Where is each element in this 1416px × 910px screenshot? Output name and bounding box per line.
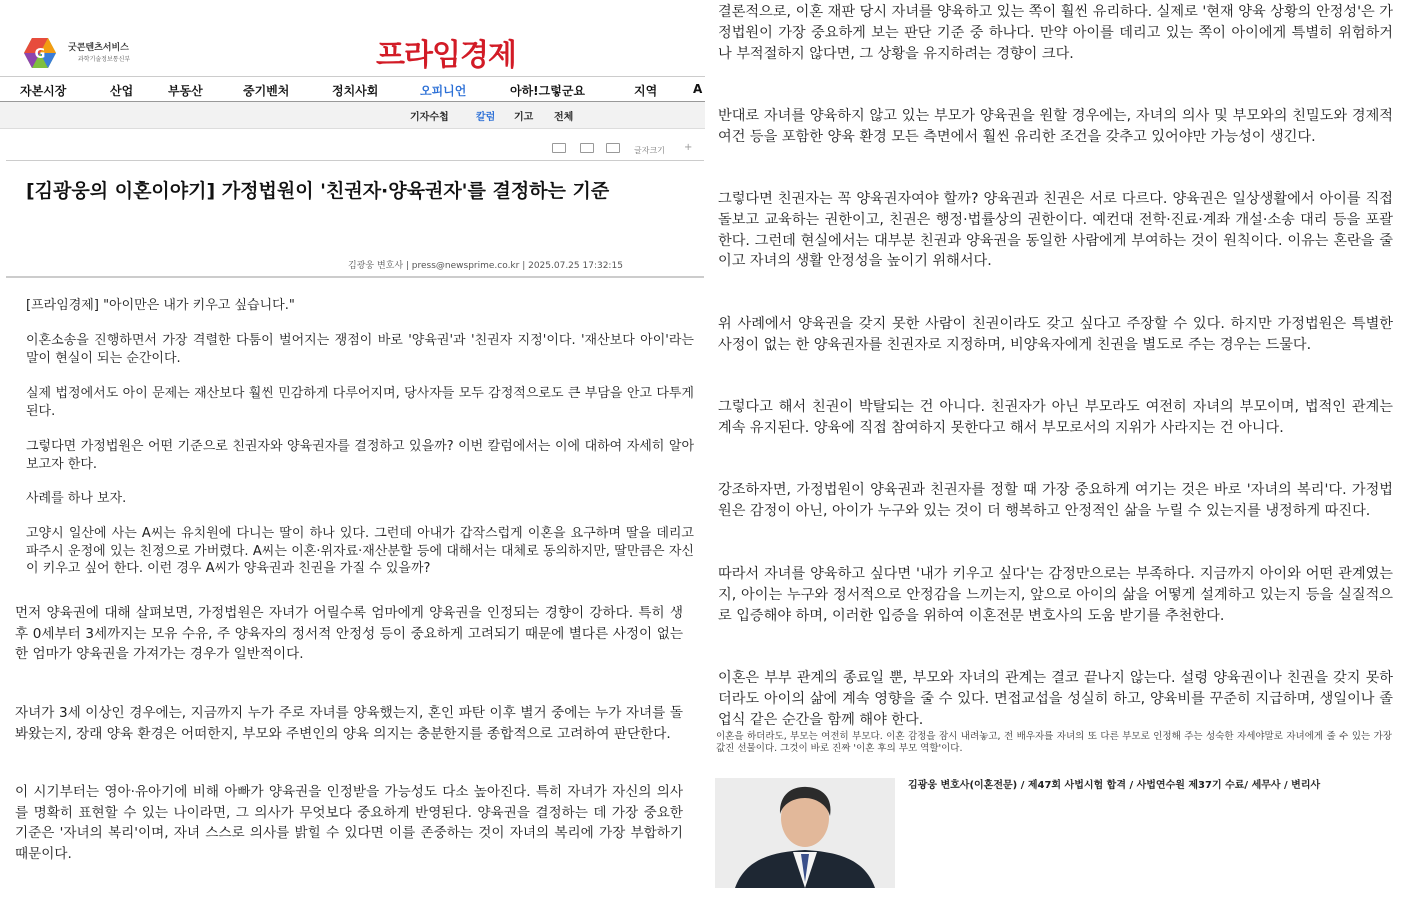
paragraph-14: 따라서 자녀를 양육하고 싶다면 '내가 키우고 싶다'는 감정만으로는 부족하다. 지금까지 아이와 어떤 관계였는지, 아이는 누구와 정서적으로 안정감을 느끼는지, 앞으로 아이의 삶을 어떻게 설계하고 있는지 등을 실질적으로 입증해야 하며, 이러한 입증을 위하여 이혼전문 변호사의 도움 받기를 추천한다. (718, 566, 1393, 624)
org-sub: 과학기술정보통신부 (78, 56, 131, 63)
author-photo (715, 778, 895, 888)
paragraph-1: 이혼소송을 진행하면서 가장 격렬한 다툼이 벌어지는 쟁점이 바로 '양육권'과 '친권자 지정'이다. '재산보다 아이'라는 말이 현실이 되는 순간이다. (26, 333, 694, 366)
title-top-divider (6, 160, 704, 161)
good-content-g-icon (18, 36, 64, 70)
email-icon[interactable] (580, 143, 594, 153)
subnav-item-contribution[interactable]: 기고 (514, 112, 534, 123)
paragraph-7: 이 시기부터는 영아·유아기에 비해 아빠가 양육권을 인정받을 가능성도 다소 높아진다. 특히 자녀가 자신의 의사를 명확히 표현할 수 있는 나이라면, 그 의사가 무엇보다 중요하게 반영된다. 양육권을 결정하는 데 가장 중요한 기준은 '자녀의 복리'이며, 자녀 스스로 의사를 밝힐 수 있다면 이를 존중하는 것이 자녀의 복리에 가장 부합하기 때문이다. (15, 784, 683, 862)
nav-item-sme-venture[interactable]: 중기벤처 (243, 84, 290, 98)
title-bottom-divider (6, 276, 704, 278)
paragraph-5: 먼저 양육권에 대해 살펴보면, 가정법원은 자녀가 어릴수록 엄마에게 양육권을 인정되는 경향이 강하다. 특히 생후 0세부터 3세까지는 모유 수유, 주 양육자의 정서적 안정성 등이 중요하게 고려되기 때문에 별다른 사정이 없는 한 엄마가 양육권을 가져가는 경우가 일반적이다. (15, 605, 683, 662)
nav-item-region[interactable]: 지역 (634, 84, 658, 98)
paragraph-8: 결론적으로, 이혼 재판 당시 자녀를 양육하고 있는 쪽이 훨씬 유리하다. 실제로 '현재 양육 상황의 안정성'은 가정법원이 가장 중요하게 보는 판단 기준 중 하나다. 만약 아이를 데리고 있는 쪽이 아이에게 특별히 위험하거나 부적절하지 않다면, 그 상황을 유지하려는 경향이 크다. (718, 4, 1393, 62)
org-name: 굿콘텐츠서비스 (68, 43, 129, 53)
left-page (0, 0, 705, 910)
font-size-plus-icon[interactable]: + (684, 142, 693, 153)
sub-nav (0, 102, 705, 129)
author-caption: 김광웅 변호사(이혼전문) / 제47회 사법시험 합격 / 사법연수원 제37기 수료/ 세무사 / 변리사 (908, 780, 1321, 791)
subnav-item-column[interactable]: 칼럼 (476, 112, 496, 123)
paragraph-4: 사례를 하나 보자. (26, 491, 127, 506)
article-title: [김광웅의 이혼이야기] 가정법원이 '친권자·양육권자'를 결정하는 기준 (26, 180, 610, 202)
share-icon[interactable] (606, 143, 620, 153)
paragraph-13: 강조하자면, 가정법원이 양육권과 친권자를 정할 때 가장 중요하게 여기는 것은 바로 '자녀의 복리'다. 가정법원은 감정이 아닌, 아이가 누구와 있는 것이 더 행복하고 안정적인 삶을 누릴 수 있는지를 냉정하게 따진다. (718, 482, 1393, 519)
right-page (708, 0, 1408, 910)
paragraph-case: 고양시 일산에 사는 A씨는 유치원에 다니는 딸이 하나 있다. 그런데 아내가 갑작스럽게 이혼을 요구하며 딸을 데리고 파주시 운정에 있는 친정으로 가버렸다. A씨는 이혼·위자료·재산분할 등에 대해서는 대체로 동의하지만, 딸만큼은 자신이 키우고 싶어 한다. 이런 경우 A씨가 양육권과 친권을 가질 수 있을까? (26, 526, 694, 576)
paragraph-10: 그렇다면 친권자는 꼭 양육권자여야 할까? 양육권과 친권은 서로 다르다. 양육권은 일상생활에서 아이를 직접 돌보고 교육하는 권한이고, 친권은 행정·법률상의 권한이다. 예컨대 전학·진료·계좌 개설·소송 대리 등을 포괄한다. 그런데 현실에서는 대부분 친권과 양육권을 동일한 사람에게 부여하는 것이 원칙이다. 이유는 혼란을 줄이고 자녀의 생활 안정성을 높이기 위해서다. (718, 191, 1393, 270)
nav-item-aha[interactable]: 아하!그렇군요 (510, 84, 586, 98)
paragraph-2: 실제 법정에서도 아이 문제는 재산보다 훨씬 민감하게 다루어지며, 당사자들 모두 감정적으로도 큰 부담을 안고 다투게 된다. (26, 386, 694, 419)
paragraph-11: 위 사례에서 양육권을 갖지 못한 사람이 친권이라도 갖고 싶다고 주장할 수 있다. 하지만 가정법원은 특별한 사정이 없는 한 양육권자를 친권자로 지정하며, 비양육자에게 친권을 별도로 주는 경우는 드물다. (718, 316, 1393, 353)
paragraph-6: 자녀가 3세 이상인 경우에는, 지금까지 누가 주로 자녀를 양육했는지, 혼인 파탄 이후 별거 중에는 누가 자녀를 돌봐왔는지, 장래 양육 환경은 어떠한지, 부모와 주변인의 양육 의지는 충분한지를 종합적으로 고려하여 판단한다. (15, 705, 683, 742)
nav-item-more[interactable]: A (693, 82, 703, 96)
svg-text:G: G (34, 47, 46, 62)
paragraph-3: 그렇다면 가정법원은 어떤 기준으로 친권자와 양육권자를 결정하고 있을까? 이번 칼럼에서는 이에 대하여 자세히 알아보고자 한다. (26, 439, 694, 472)
nav-item-politics-society[interactable]: 정치사회 (332, 84, 379, 98)
subnav-item-all[interactable]: 전체 (554, 112, 574, 123)
nav-item-opinion[interactable]: 오피니언 (420, 84, 467, 98)
paragraph-intro: [프라임경제] "아이만은 내가 키우고 싶습니다." (26, 298, 295, 313)
masthead-logo[interactable]: 프라임경제 (376, 38, 516, 73)
article-byline: 김광웅 변호사 | press@newsprime.co.kr | 2025.07.25 17:32:15 (348, 261, 623, 271)
nav-item-industry[interactable]: 산업 (110, 84, 134, 98)
nav-item-capital-market[interactable]: 자본시장 (20, 84, 67, 98)
paragraph-15: 이혼은 부부 관계의 종료일 뿐, 부모와 자녀의 관계는 결코 끝나지 않는다. 설령 양육권이나 친권을 갖지 못하더라도 아이의 삶에 계속 영향을 줄 수 있다. 면접교섭을 성실히 하고, 양육비를 꾸준히 지급하며, 생일이나 졸업식 같은 순간을 함께 해야 한다. (718, 670, 1393, 728)
font-size-label[interactable]: 글자크기 (634, 146, 665, 155)
subnav-item-reporter-note[interactable]: 기자수첩 (410, 112, 449, 123)
nav-item-real-estate[interactable]: 부동산 (168, 84, 203, 98)
main-nav (0, 76, 705, 104)
paragraph-9: 반대로 자녀를 양육하지 않고 있는 부모가 양육권을 원할 경우에는, 자녀의 의사 및 부모와의 친밀도와 경제적 여건 등을 포함한 양육 환경 모든 측면에서 훨씬 유리한 조건을 갖추고 있어야만 가능성이 생긴다. (718, 108, 1393, 145)
paragraph-closing: 이혼을 하더라도, 부모는 여전히 부모다. 이혼 감정을 잠시 내려놓고, 전 배우자를 자녀의 또 다른 부모로 인정해 주는 성숙한 자세야말로 자녀에게 줄 수 있는 가장 값진 선물이다. 그것이 바로 진짜 '이혼 후의 부모 역할'이다. (716, 731, 1392, 754)
print-icon[interactable] (552, 143, 566, 153)
paragraph-12: 그렇다고 해서 친권이 박탈되는 건 아니다. 친권자가 아닌 부모라도 여전히 자녀의 부모이며, 법적인 관계는 계속 유지된다. 양육에 직접 참여하지 못한다고 해서 부모로서의 지위가 사라지는 건 아니다. (718, 399, 1393, 436)
